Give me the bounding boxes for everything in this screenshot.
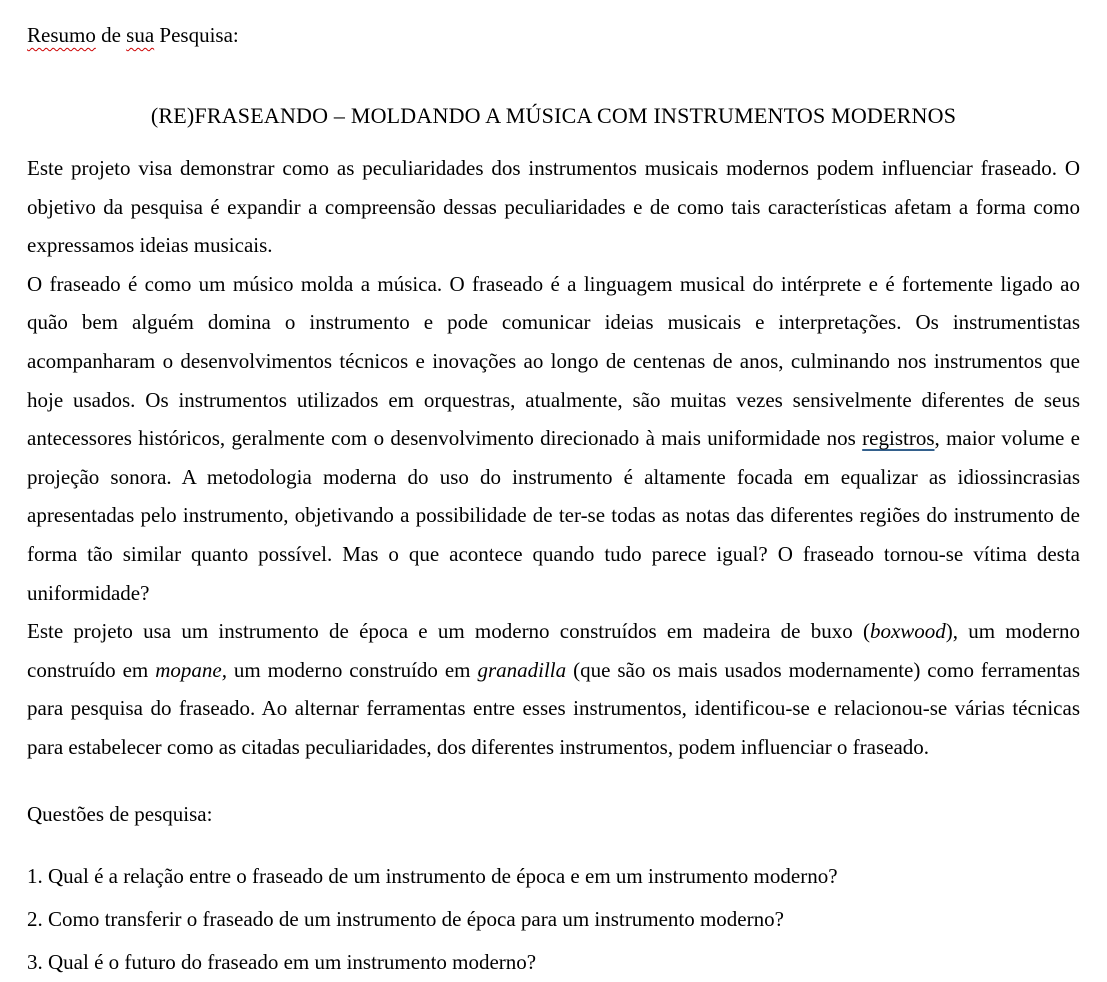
text-run: ), um moderno construído em — [27, 619, 1080, 682]
document-heading — [27, 16, 1080, 54]
text-run-misspelled: Resumo — [27, 23, 96, 47]
questions-heading: Questões de pesquisa: — [27, 801, 213, 826]
document-title: (RE)FRASEANDO – MOLDANDO A MÚSICA COM INSTRUMENTOS MODERNOS — [150, 103, 957, 128]
text-run: (que são os mais usados modernamente) como ferramentas para pesquisa do fraseado. Ao alternar ferramentas entre esses instrumentos, identificou-se e relacionou-se várias técnicas para estabelecer como as citadas peculiaridades, dos diferentes instrumentos, podem influenciar o fraseado. — [27, 657, 1081, 759]
text-run: , maior volume e projeção sonora. A metodologia moderna do uso do instrumento é altamente focada em equalizar as idiossincrasias apresentadas pelo instrumento, objetivando a possibilidade de ter-se todas as notas das diferentes regiões do instrumento de forma tão similar quanto possível. Mas o que acontece quando tudo parece igual? O fraseado tornou-se vítima desta uniformidade? — [27, 426, 1080, 605]
text-run: O fraseado é como um músico molda a música. O fraseado é a linguagem musical do intérprete e é fortemente ligado ao quão bem alguém domina o instrumento e pode comunicar ideias musicais e interpretações. Os instrumentistas acompanharam o desenvolvimentos técnicos e inovações ao longo de centenas de anos, culminando nos instrumentos que hoje usados. Os instrumentos utilizados em orquestras, atualmente, são muitas vezes sensivelmente diferentes de seus antecessores históricos, geralmente com o desenvolvimento direcionado à mais uniformidade nos — [27, 271, 1080, 451]
text-run-italic: boxwood — [869, 619, 946, 644]
research-question: 1. Qual é a relação entre o fraseado de um instrumento de época e em um instrumento moderno? — [27, 864, 838, 889]
text-run: Pesquisa: — [154, 23, 239, 47]
text-run: Este projeto visa demonstrar como as peculiaridades dos instrumentos musicais modernos podem influenciar fraseado. O objetivo da pesquisa é expandir a compreensão dessas peculiaridades e de como tais características afetam a forma como expressamos ideias musicais. — [27, 156, 1080, 258]
body-paragraphs — [27, 149, 1080, 767]
paragraph-intro — [27, 149, 1080, 265]
research-questions-list — [27, 857, 1080, 982]
text-run-italic: mopane, — [155, 657, 227, 682]
text-run: Este projeto usa um instrumento de época e um moderno construídos em madeira de buxo ( — [27, 619, 870, 644]
text-run-misspelled: sua — [126, 23, 155, 47]
text-run: de — [95, 23, 127, 47]
paragraph-instrumentos — [27, 612, 1080, 766]
paragraph-fraseado — [27, 265, 1080, 612]
research-question: 3. Qual é o futuro do fraseado em um instrumento moderno? — [27, 950, 537, 975]
text-run: um moderno construído em — [226, 657, 478, 682]
research-question: 2. Como transferir o fraseado de um instrumento de época para um instrumento moderno? — [27, 907, 784, 932]
text-run-italic: granadilla — [477, 657, 567, 682]
text-run-grammar-underline: registros — [862, 426, 935, 451]
